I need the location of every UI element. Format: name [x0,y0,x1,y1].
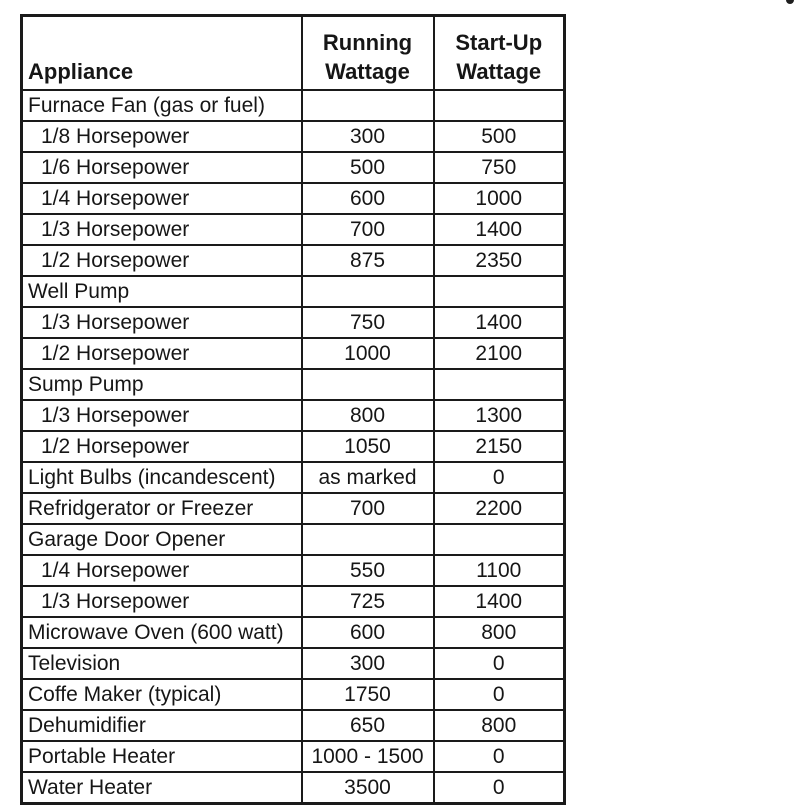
startup-wattage-cell: 500 [434,121,565,152]
appliance-cell: Coffe Maker (typical) [22,679,302,710]
appliance-cell: Dehumidifier [22,710,302,741]
table-row [22,152,565,183]
running-wattage-cell: as marked [302,462,434,493]
running-wattage-cell: 725 [302,586,434,617]
running-wattage-cell: 875 [302,245,434,276]
table-row [22,648,565,679]
startup-wattage-cell: 0 [434,741,565,772]
running-wattage-cell [302,90,434,121]
startup-wattage-cell: 1000 [434,183,565,214]
header-row [22,16,565,91]
appliance-cell: 1/3 Horsepower [22,400,302,431]
appliance-cell: 1/2 Horsepower [22,245,302,276]
appliance-cell: 1/4 Horsepower [22,555,302,586]
table-row [22,462,565,493]
running-wattage-column-header [302,16,434,91]
startup-wattage-cell: 0 [434,462,565,493]
startup-wattage-cell: 1300 [434,400,565,431]
appliance-cell: 1/3 Horsepower [22,214,302,245]
running-wattage-cell: 1750 [302,679,434,710]
table-row [22,121,565,152]
table-row [22,276,565,307]
table-row [22,183,565,214]
startup-header-line2: Wattage [456,59,542,84]
table-row [22,586,565,617]
startup-wattage-cell: 0 [434,648,565,679]
running-wattage-cell: 1000 - 1500 [302,741,434,772]
appliance-cell: Portable Heater [22,741,302,772]
running-wattage-cell: 600 [302,183,434,214]
running-header-line2: Wattage [325,59,410,84]
appliance-cell: 1/4 Horsepower [22,183,302,214]
table-row [22,679,565,710]
table-row [22,772,565,804]
startup-wattage-cell: 1400 [434,214,565,245]
running-wattage-cell: 700 [302,493,434,524]
startup-wattage-cell: 1400 [434,586,565,617]
table-row [22,400,565,431]
appliance-cell: Garage Door Opener [22,524,302,555]
table-row [22,90,565,121]
running-wattage-cell [302,276,434,307]
appliance-cell: 1/3 Horsepower [22,307,302,338]
appliance-header-label: Appliance [28,59,134,84]
startup-wattage-cell: 2150 [434,431,565,462]
appliance-cell: Furnace Fan (gas or fuel) [22,90,302,121]
running-wattage-cell [302,369,434,400]
table-row [22,493,565,524]
table-header [22,16,565,91]
appliance-cell: 1/6 Horsepower [22,152,302,183]
appliance-wattage-table [20,14,566,805]
running-header-line1: Running [322,30,413,55]
table-row [22,710,565,741]
table-row [22,245,565,276]
running-wattage-cell: 650 [302,710,434,741]
startup-wattage-cell: 2200 [434,493,565,524]
running-wattage-cell: 600 [302,617,434,648]
running-wattage-cell: 3500 [302,772,434,804]
table-row [22,524,565,555]
running-wattage-cell: 550 [302,555,434,586]
appliance-cell: Light Bulbs (incandescent) [22,462,302,493]
appliance-column-header [22,16,302,91]
running-wattage-cell: 800 [302,400,434,431]
startup-wattage-cell: 800 [434,617,565,648]
running-wattage-cell: 750 [302,307,434,338]
table-row [22,617,565,648]
running-wattage-cell: 500 [302,152,434,183]
appliance-cell: Well Pump [22,276,302,307]
startup-wattage-cell [434,524,565,555]
table-row [22,338,565,369]
running-wattage-cell: 300 [302,121,434,152]
appliance-cell: Television [22,648,302,679]
startup-wattage-cell [434,276,565,307]
appliance-cell: Microwave Oven (600 watt) [22,617,302,648]
appliance-cell: Refridgerator or Freezer [22,493,302,524]
table-row [22,214,565,245]
appliance-cell: 1/3 Horsepower [22,586,302,617]
startup-wattage-cell: 1100 [434,555,565,586]
running-wattage-cell: 700 [302,214,434,245]
startup-header-line1: Start-Up [455,30,543,55]
startup-wattage-cell: 2100 [434,338,565,369]
startup-wattage-cell: 0 [434,679,565,710]
startup-wattage-cell [434,90,565,121]
appliance-cell: 1/8 Horsepower [22,121,302,152]
startup-wattage-cell: 750 [434,152,565,183]
appliance-cell: 1/2 Horsepower [22,431,302,462]
appliance-cell: Sump Pump [22,369,302,400]
startup-wattage-cell: 800 [434,710,565,741]
table-row [22,431,565,462]
table-row [22,369,565,400]
table-row [22,555,565,586]
table-body [22,90,565,804]
startup-wattage-cell: 0 [434,772,565,804]
running-wattage-cell: 1050 [302,431,434,462]
appliance-cell: Water Heater [22,772,302,804]
startup-wattage-cell: 1400 [434,307,565,338]
table-row [22,307,565,338]
running-wattage-cell: 1000 [302,338,434,369]
startup-wattage-column-header [434,16,565,91]
running-wattage-cell: 300 [302,648,434,679]
table-row [22,741,565,772]
appliance-cell: 1/2 Horsepower [22,338,302,369]
startup-wattage-cell [434,369,565,400]
startup-wattage-cell: 2350 [434,245,565,276]
scan-artifact [786,0,794,4]
running-wattage-cell [302,524,434,555]
